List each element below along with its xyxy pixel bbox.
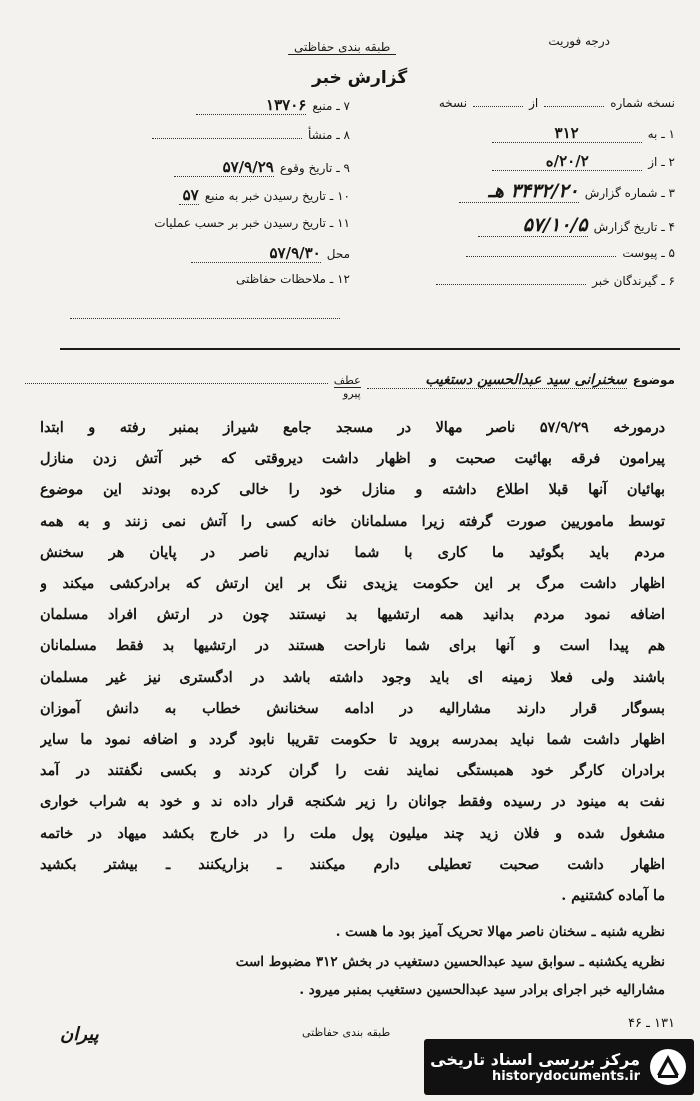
body-line: مردم باید بگوئید ما کاری با شما نداریم ناصر در پایان هر سخنش [40, 544, 665, 561]
body-line: هم پیدا است و آنها برای شما ناراحت هستند در ارتشیها بد فقط مسلمانان [40, 638, 665, 655]
body-line: بهائیان آنها قبلا اطلاع داشته و منازل خود را خالی کرده بودند این موضوع [40, 482, 665, 499]
field-to: ۱ ـ به ۳۱۲ [492, 124, 675, 143]
bottom-stamp: طبقه بندی حفاظتی [302, 1026, 391, 1039]
header-divider [60, 348, 680, 350]
field-occurrence-date: ۹ ـ تاریخ وقوع ۵۷/۹/۲۹ [174, 158, 350, 177]
field-recipients: ۶ ـ گیرندگان خبر [436, 274, 675, 288]
opinion-line: نظریه شنبه ـ سخنان ناصر مهالا تحریک آمیز بود ما هست . [335, 924, 665, 940]
body-line: بسوگار قرار دارند مشارالیه در ادامه سخنانش خطاب به دانش آموزان [40, 700, 665, 717]
watermark-logo [424, 1039, 694, 1095]
field-operation-date: ۱۱ ـ تاریخ رسیدن خبر بر حسب عملیات [154, 216, 350, 230]
body-line: اظهار داشت شما نباید بمدرسه بروید تا حکومت تقریبا نابود گردد و اضافه نمود ما سایر [40, 732, 665, 748]
field-source: ۷ ـ منبع ۱۳۷۰۶ [196, 96, 350, 115]
classification-label: درجه فوریت [548, 34, 610, 48]
field-security-notes: ۱۲ ـ ملاحظات حفاظتی [236, 272, 350, 286]
body-line: نفت به مینود در رسیده وفقط جوانان را زیر شکنجه قرار داده ند و خود به شراب خواری [40, 794, 665, 811]
body-line: درمورخه ۵۷/۹/۲۹ ناصر مهالا در مسجد جامع شیراز بمنبر رفته و ابتدا [40, 420, 665, 436]
field-from: ۲ ـ از ۲۰/۲/ه [492, 152, 675, 171]
subject-annotation: عطف پیرو [333, 374, 361, 400]
body-line: اضافه نمود مردم بدانید همه ارتشیها بد نیستند چون در ارتش افراد مسلمان [40, 607, 665, 624]
field-origin: ۸ ـ منشأ [152, 128, 350, 142]
opinion-line: مشارالیه خبر اجرای برادر سید عبدالحسین دستغیب بمنبر میرود . [299, 982, 665, 998]
body-line: باشند ولی فعلا زمینه ای باید وجود داشته باشد در ادگستری نیز غیر مسلمان [40, 669, 665, 686]
body-line: مشغول شده و فلان زید چند میلیون پول ملت را در خارج بکشد میهاد در خاتمه [40, 825, 665, 842]
body-line: اظهار داشت مرگ بر این حکومت یزیدی ننگ بر این ارتش که برادرکشی میکند و [40, 576, 665, 592]
subject-line: موضوع سخنرانی سید عبدالحسین دستغیب عطف پیرو [25, 372, 675, 400]
watermark-text-fa: مرکز بررسی اسناد تاریخی [430, 1050, 640, 1069]
body-line: پیرامون فرقه بهائیت صحبت و اظهار داشت دیروقتی که خبر آتش زدن منازل [40, 451, 665, 468]
body-line: ما آماده کشتنیم . [561, 888, 665, 904]
signature: پیران [60, 1024, 99, 1045]
field-report-number: ۳ ـ شماره گزارش ۳۴۳۲/۲۰ هـ [459, 180, 675, 203]
field-copy-number: نسخه شماره از نسخه [438, 96, 675, 110]
field-location: محل ۵۷/۹/۳۰ [191, 244, 350, 263]
archive-emblem-icon [648, 1047, 688, 1087]
field-attachment: ۵ ـ پیوست [466, 246, 675, 260]
opinion-line: نظریه یکشنبه ـ سوابق سید عبدالحسین دستغیب در بخش ۳۱۲ مضبوط است [235, 954, 665, 970]
report-title: گزارش خبر [312, 68, 408, 88]
field-received-date: ۱۰ ـ تاریخ رسیدن خبر به منبع ۵۷ [179, 186, 350, 205]
body-line: برادران کارگر خود همبستگی نمایند نفت را گران کردند و بکسی نگفتند در آمد [40, 763, 665, 780]
document-code: ۱۳۱ ـ ۴۶ [628, 1016, 675, 1031]
field-report-date: ۴ ـ تاریخ گزارش ۵۷/۱۰/۵ [478, 214, 675, 237]
body-line: توسط ماموریین صورت گرفته زیرا مسلمانان خانه کسی را آتش نمی زنند و به همه [40, 513, 665, 530]
field-source-value: ۱۳۷۰۶ [196, 96, 306, 115]
watermark-text-en: historydocuments.ir [491, 1069, 640, 1084]
body-line: اظهار داشت صحبت تعطیلی دارم میکنند ـ بزاریکنند ـ بیشتر بکشید [40, 856, 665, 873]
top-stamp: طبقه بندی حفاظتی [288, 40, 396, 55]
